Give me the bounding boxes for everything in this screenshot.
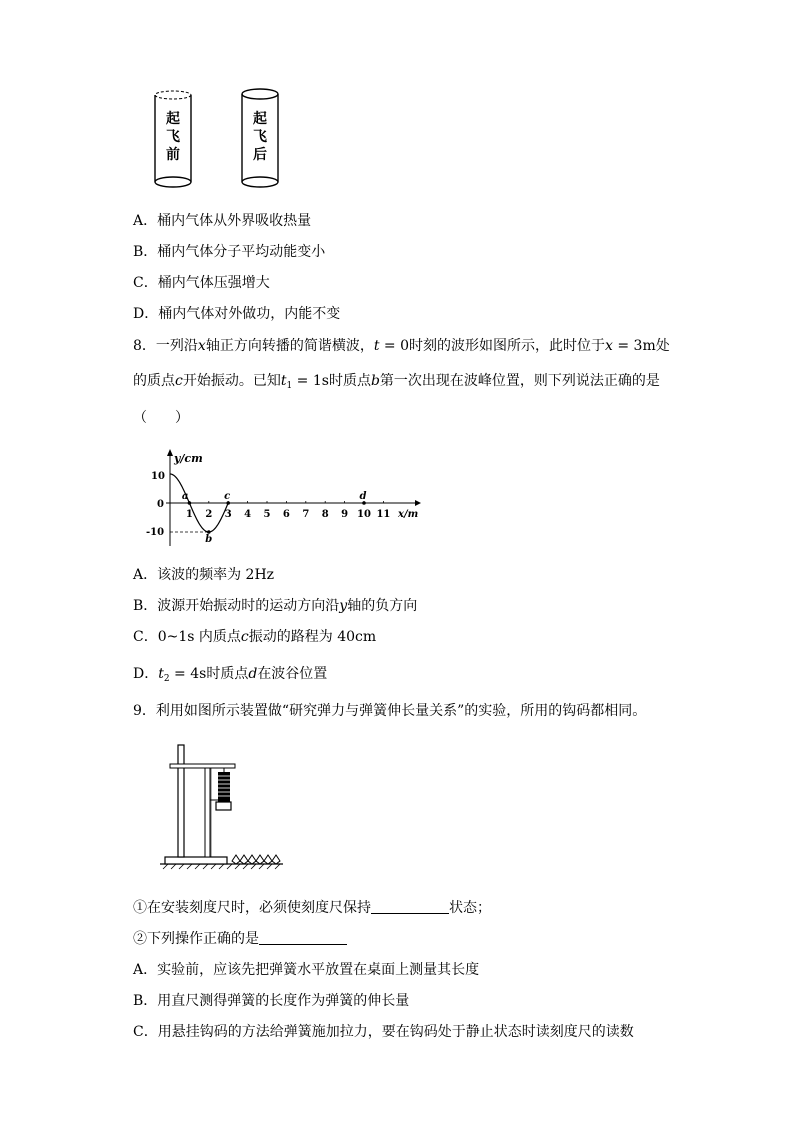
q7-option-d: D．桶内气体对外做功，内能不变 xyxy=(133,306,341,322)
table-ground xyxy=(160,864,283,869)
q7-option-c: C．桶内气体压强增大 xyxy=(133,275,270,291)
x-axis-label: x/m xyxy=(398,509,419,520)
q8-option-c: C．0~1s 内质点c振动的路程为 40cm xyxy=(133,629,377,645)
y-tick-0: 0 xyxy=(157,499,164,510)
q8-stem-line-2: 的质点c开始振动。已知$t_1 = 1s$时质点b第一次出现在波峰位置，则下列说法正确的是 xyxy=(133,373,660,391)
cylinder-after-char-3: 后 xyxy=(253,147,267,163)
q7-option-a: A．桶内气体从外界吸收热量 xyxy=(133,213,312,229)
stand-base xyxy=(165,857,227,864)
cylinder-before-char-1: 起 xyxy=(166,111,180,127)
point-label-d: d xyxy=(359,491,367,502)
q9-option-c: C．用悬挂钩码的方法给弹簧施加拉力，要在钩码处于静止状态时读刻度尺的读数 xyxy=(133,1024,634,1040)
x-axis-arrow xyxy=(415,500,421,506)
x-tick-label: 8 xyxy=(321,509,329,520)
q9-blank-2[interactable] xyxy=(259,930,347,945)
x-tick-label: 4 xyxy=(244,509,252,520)
x-tick-label: 9 xyxy=(341,509,349,520)
spring xyxy=(218,772,230,802)
cylinder-after-char-2: 飞 xyxy=(253,129,267,145)
hook-weights-on-table xyxy=(232,855,280,864)
q9-blank-1[interactable] xyxy=(371,899,449,914)
x-tick-label: 7 xyxy=(302,509,310,520)
cylinder-before-char-2: 飞 xyxy=(166,129,180,145)
ruler xyxy=(205,768,210,857)
q8-option-b: B．波源开始振动时的运动方向沿y轴的负方向 xyxy=(133,598,418,614)
cylinders-figure xyxy=(150,85,290,195)
cylinder-after xyxy=(242,89,278,187)
x-tick-label: 6 xyxy=(282,509,290,520)
q8-answer-paren: （ ） xyxy=(133,410,189,426)
point-label-c: c xyxy=(224,491,231,502)
x-tick-label: 5 xyxy=(263,509,271,520)
x-ticks xyxy=(186,501,390,520)
x-tick-label: 11 xyxy=(376,509,391,520)
point-label-b: b xyxy=(205,534,213,545)
q8-stem-line-1: 8．一列沿x轴正方向转播的简谐横波，t = 0时刻的波形如图所示，此时位于x = 3m处 xyxy=(133,338,670,354)
point-label-a: a xyxy=(181,491,189,502)
q8-option-d: D．$t_2 = 4s$时质点d在波谷位置 xyxy=(133,666,328,684)
q9-subquestion-2: ②下列操作正确的是 xyxy=(133,929,347,949)
y-tick-minus-10: -10 xyxy=(146,527,165,538)
x-tick-label: 2 xyxy=(205,509,213,520)
cylinder-before xyxy=(155,91,191,187)
cylinder-before-char-3: 前 xyxy=(166,147,180,163)
q9-option-b: B．用直尺测得弹簧的长度作为弹簧的伸长量 xyxy=(133,993,410,1009)
q9-stem: 9．利用如图所示装置做“研究弹力与弹簧伸长量关系”的实验，所用的钩码都相同。 xyxy=(133,703,647,719)
x-tick-label: 1 xyxy=(185,509,193,520)
stand-rod xyxy=(178,745,184,857)
q8-option-a: A．该波的频率为 2Hz xyxy=(133,567,275,583)
y-tick-10: 10 xyxy=(151,471,165,482)
q9-subquestion-1: ①在安装刻度尺时，必须使刻度尺保持 状态； xyxy=(133,900,491,916)
hanging-weight xyxy=(216,802,231,810)
stand-clamp xyxy=(170,764,235,768)
x-tick-label: 10 xyxy=(357,509,371,520)
y-axis-arrow xyxy=(167,449,173,456)
q9-option-a: A．实验前，应该先把弹簧水平放置在桌面上测量其长度 xyxy=(133,962,480,978)
x-tick-label: 3 xyxy=(224,509,232,520)
y-axis-label: y/cm xyxy=(174,452,203,465)
cylinder-after-char-1: 起 xyxy=(253,111,267,127)
spring-apparatus-figure xyxy=(155,740,285,870)
q7-option-b: B．桶内气体分子平均动能变小 xyxy=(133,244,326,260)
wave-chart xyxy=(140,448,430,552)
